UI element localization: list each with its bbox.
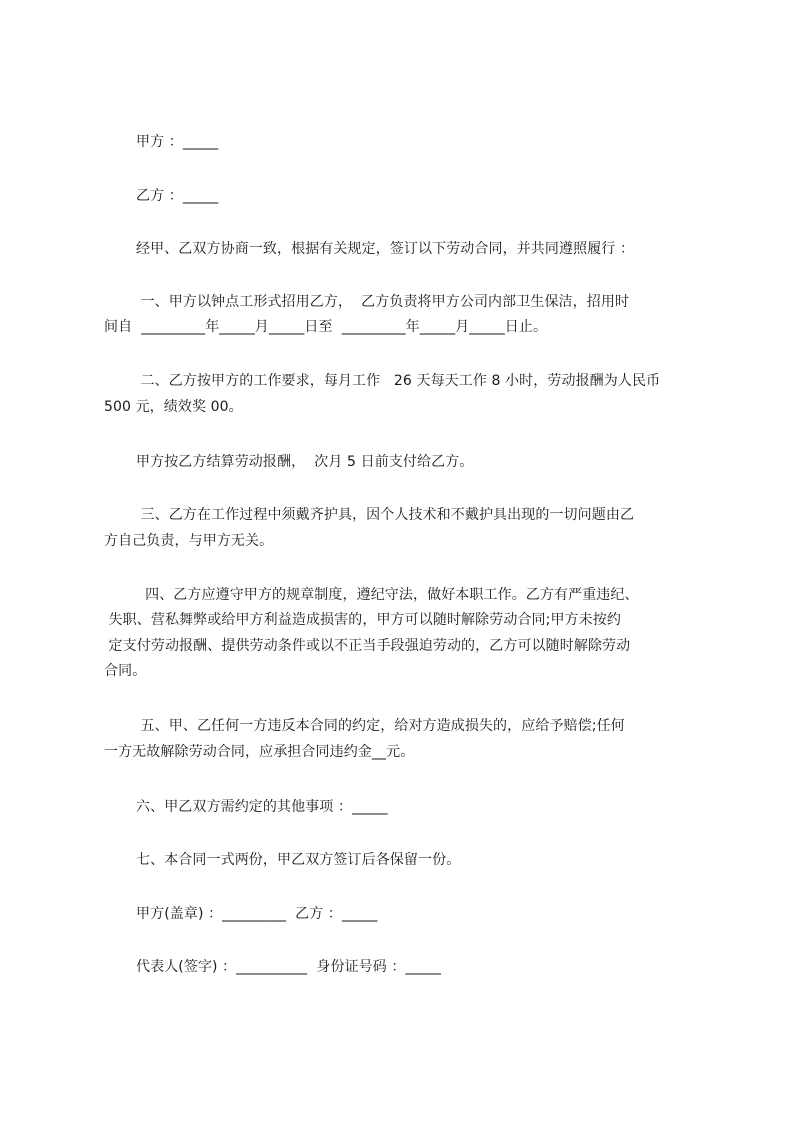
intro-paragraph: 经甲、乙双方协商一致，根据有关规定，签订以下劳动合同，并共同遵照履行 ： bbox=[136, 241, 635, 257]
clause-2-line-2: 500 元，绩效奖 00。 bbox=[104, 399, 243, 415]
clause-4-line-3: 定支付劳动报酬、提供劳动条件或以不正当手段强迫劳动的，乙方可以随时解除劳动 bbox=[104, 638, 631, 654]
party-b-line: 乙方 ：_____ bbox=[136, 188, 219, 204]
clause-2-line-1: 二、乙方按甲方的工作要求，每月工作 26 天每天工作 8 小时，劳动报酬为人民币 bbox=[136, 373, 661, 389]
clause-3-line-1: 三、乙方在工作过程中须戴齐护具，因个人技术和不戴护具出现的一切问题由乙 bbox=[136, 507, 635, 523]
signature-representative-line: 代表人(签字) ：__________ 身份证号码 ：_____ bbox=[136, 959, 442, 975]
clause-7-line: 七、本合同一式两份，甲乙双方签订后各保留一份。 bbox=[136, 852, 461, 868]
clause-3-line-2: 方自己负责，与甲方无关。 bbox=[104, 533, 274, 549]
clause-4-line-1: 四、乙方应遵守甲方的规章制度，遵纪守法，做好本职工作。乙方有严重违纪、 bbox=[136, 587, 639, 603]
signature-party-line: 甲方(盖章) ：_________ 乙方 ：_____ bbox=[136, 906, 378, 922]
clause-4-line-2: 失职、营私舞弊或给甲方利益造成损害的，甲方可以随时解除劳动合同;甲方未按约 bbox=[104, 612, 621, 628]
clause-4-line-4: 合同。 bbox=[104, 663, 147, 679]
clause-1-line-2: 间自 _________年_____月_____日至 _________年_____月_____日止。 bbox=[104, 319, 548, 335]
party-a-line: 甲方 ：_____ bbox=[136, 134, 219, 150]
payment-line: 甲方按乙方结算劳动报酬， 次月 5 日前支付给乙方。 bbox=[136, 454, 474, 470]
clause-1-line-1: 一、甲方以钟点工形式招用乙方， 乙方负责将甲方公司内部卫生保洁，招用时 bbox=[136, 294, 630, 310]
clause-5-line-2: 一方无故解除劳动合同，应承担合同违约金__元。 bbox=[104, 744, 415, 760]
clause-6-line: 六、甲乙双方需约定的其他事项 ：_____ bbox=[136, 799, 388, 815]
clause-5-line-1: 五、甲、乙任何一方违反本合同的约定，给对方造成损失的，应给予赔偿;任何 bbox=[136, 718, 625, 734]
